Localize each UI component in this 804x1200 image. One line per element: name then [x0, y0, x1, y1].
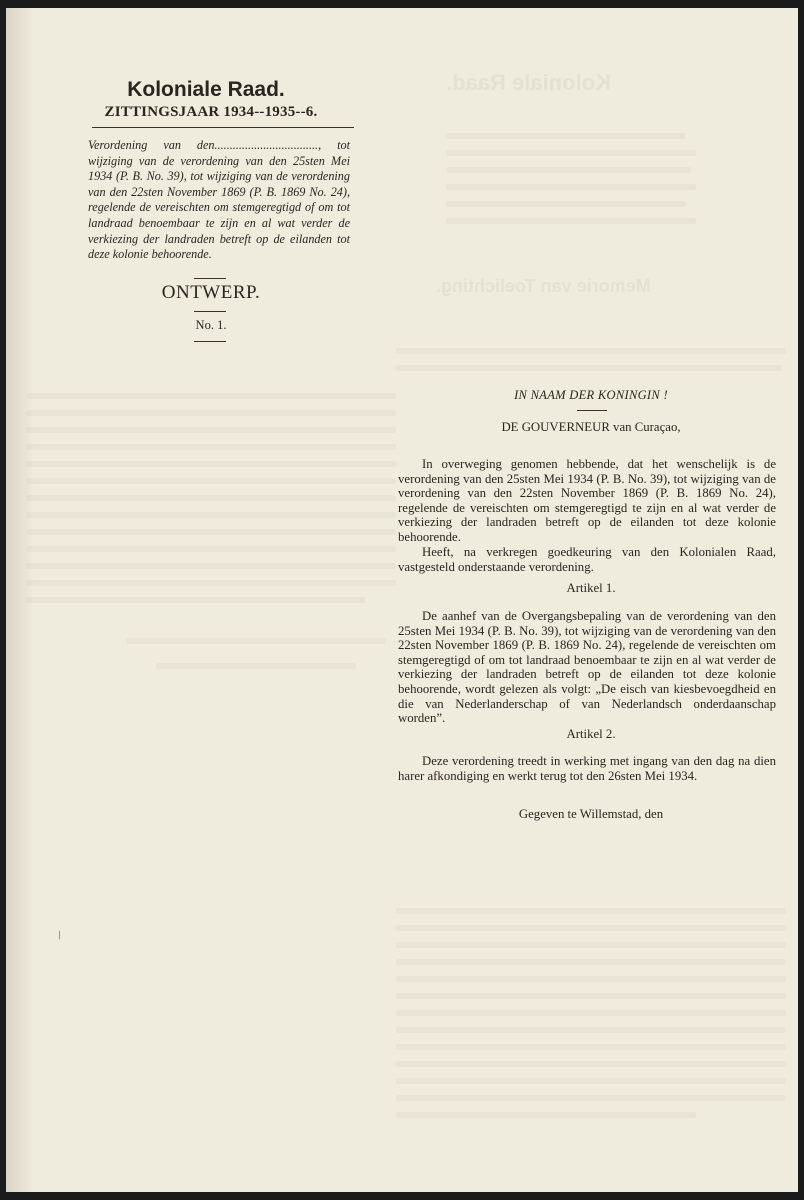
bleed-line [396, 1044, 786, 1050]
bleed-line [26, 478, 396, 484]
short-divider [577, 410, 607, 411]
bleed-line [396, 976, 786, 982]
bleed-line [26, 563, 396, 569]
bleed-line [396, 925, 786, 931]
article-1-text: De aanhef van de Overgangsbepaling van de verordening van den 25sten Mei 1934 (P. B. No. 39), tot wijziging van de verordening van den 22sten November 1869 (P. B. 1869 No. 24), regelende de vereischten om stemgeregtigd of om tot landraad benoembaar te zijn en al wat verder de verkiezing der landraden betreft op de eilanden tot deze kolonie behoorende, wordt gelezen als volgt: „De eisch van kiesbevoegdheid en die van Nederlanderschap of van Nederlandsch onderdaanschap worden”. [398, 609, 776, 726]
bleed-line [396, 1061, 786, 1067]
bleed-line [26, 597, 366, 603]
bleed-line [156, 663, 356, 669]
bleed-line [396, 365, 781, 371]
bleed-line [26, 580, 396, 586]
bleed-line [396, 1112, 696, 1118]
document-title: Koloniale Raad. [127, 78, 285, 101]
bleed-line [396, 1078, 786, 1084]
bleed-line [396, 1095, 786, 1101]
bleed-through-title: Koloniale Raad. [446, 70, 612, 95]
bleed-through-heading: Memorie van Toelichting. [436, 276, 651, 296]
bleed-line [446, 218, 696, 224]
bleed-line [396, 993, 786, 999]
bleed-line [26, 427, 396, 433]
short-divider [194, 311, 226, 312]
bleed-line [396, 908, 786, 914]
bleed-line [26, 546, 396, 552]
bleed-line [26, 393, 396, 399]
bleed-line [26, 529, 396, 535]
bleed-line [396, 959, 786, 965]
bleed-line [126, 638, 386, 644]
bleed-line [446, 201, 686, 207]
draft-number: No. 1. [195, 318, 227, 332]
given-at-line: Gegeven te Willemstad, den [518, 807, 664, 821]
article-2-text: Deze verordening treedt in werking met ingang van den dag na dien harer afkondiging en werkt terug tot den 26sten Mei 1934. [398, 754, 776, 783]
bleed-line [446, 150, 696, 156]
bleed-line [396, 1027, 786, 1033]
invocation: IN NAAM DER KONINGIN ! [514, 388, 668, 402]
bleed-line [446, 133, 686, 139]
article-2-heading: Artikel 2. [566, 727, 616, 741]
bleed-line [446, 167, 691, 173]
document-page [6, 8, 798, 1192]
ordinance-subject: Verordening van den.................................., tot wijziging van de verordening van den 25sten Mei 1934 (P. B. No. 39), tot wijziging van de verordening van den 22sten November 1869 (P. B. 1869 No. 24), regelende de vereischten om stemgeregtigd of om tot landraad benoembaar te zijn en al wat verder de verkiezing der landraden betreft op de eilanden tot deze kolonie behoorende. [88, 138, 350, 262]
bleed-line [26, 410, 396, 416]
considering-paragraph: In overweging genomen hebbende, dat het wenschelijk is de verordening van den 25sten Mei 1934 (P. B. No. 39), tot wijziging van de verordening van den 22sten November 1869 (P. B. 1869 No. 24), regelende de vereischten om stemgeregtigd te zijn en al wat verder de verkiezing der landraden betreft op de eilanden tot deze kolonie behoorende. [398, 457, 776, 544]
short-divider [194, 278, 226, 279]
bleed-line [26, 444, 396, 450]
governor-line: DE GOUVERNEUR van Curaçao, [501, 420, 681, 434]
draft-label: ONTWERP. [161, 282, 261, 303]
bleed-line [396, 942, 786, 948]
margin-mark: / [55, 927, 64, 943]
bleed-line [396, 1010, 786, 1016]
short-divider [194, 341, 226, 342]
header-divider [92, 127, 354, 128]
bleed-line [26, 495, 396, 501]
bleed-line [446, 184, 696, 190]
bleed-line [396, 348, 786, 354]
bleed-line [26, 512, 396, 518]
article-1-heading: Artikel 1. [566, 581, 616, 595]
approval-paragraph: Heeft, na verkregen goedkeuring van den Kolonialen Raad, vastgesteld onderstaande verordening. [398, 545, 776, 574]
bleed-line [26, 461, 396, 467]
session-year: ZITTINGSJAAR 1934--1935--6. [104, 104, 318, 120]
